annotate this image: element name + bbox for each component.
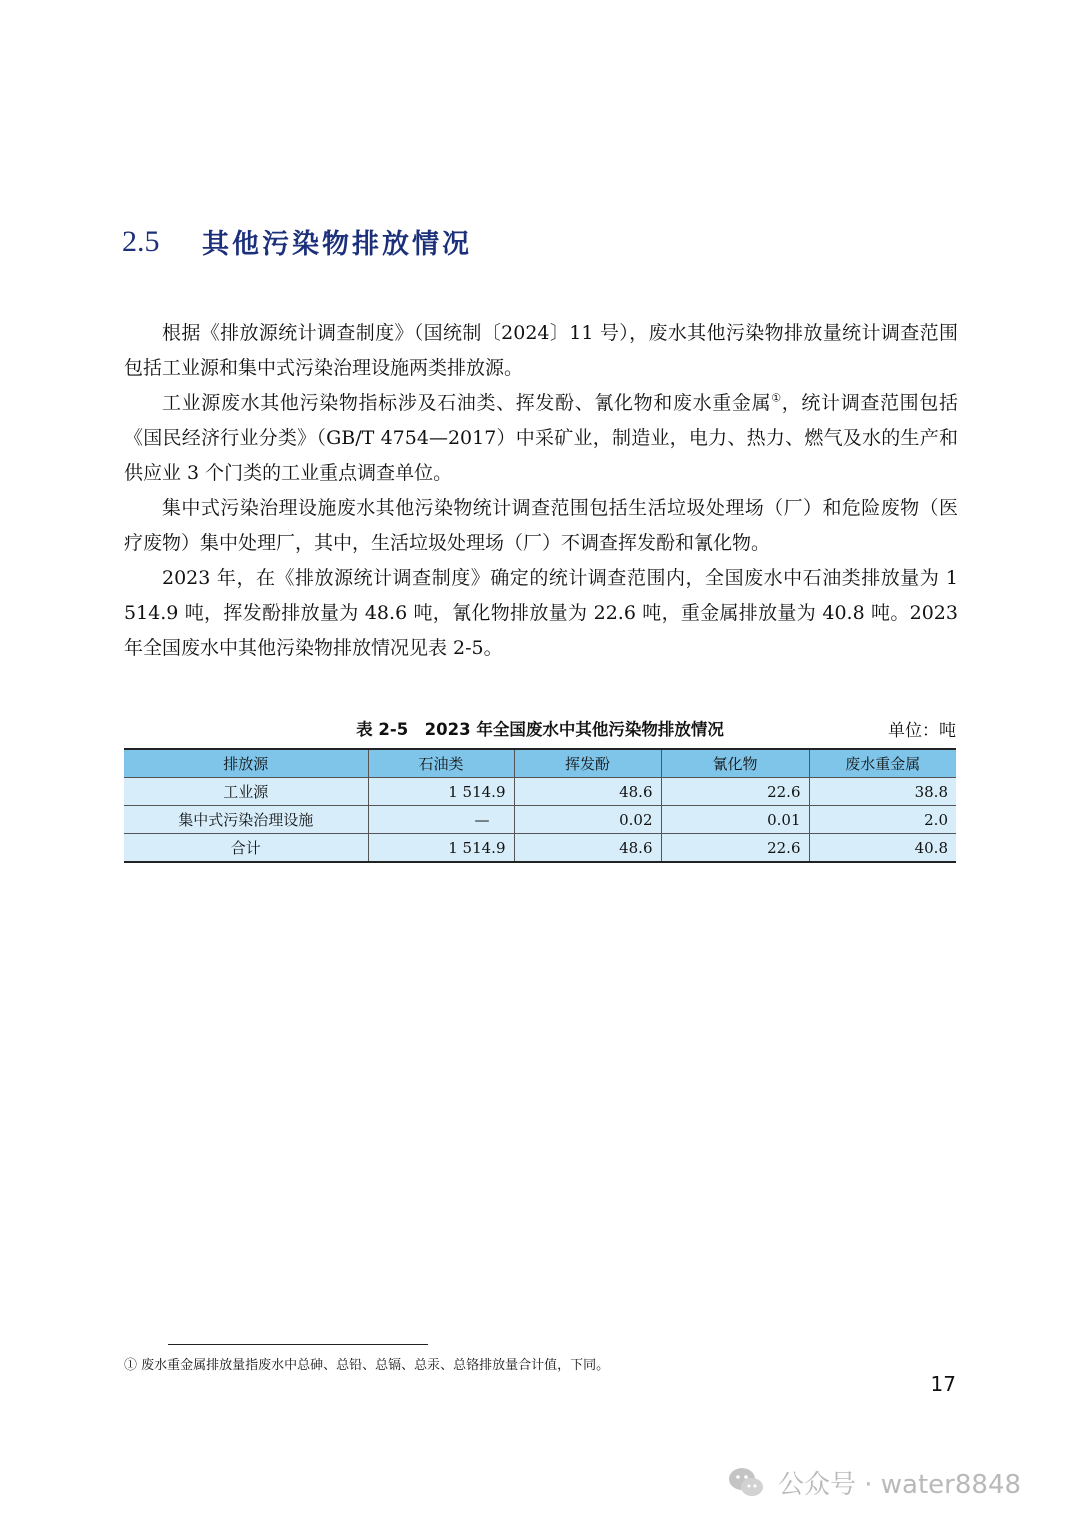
table-row — [124, 778, 956, 806]
table-cell: — — [368, 806, 514, 834]
table-cell: 48.6 — [514, 778, 661, 806]
watermark — [726, 1462, 1021, 1502]
table-cell: 1 514.9 — [368, 834, 514, 863]
table-unit: 单位：吨 — [888, 721, 956, 741]
column-header: 排放源 — [124, 749, 368, 778]
section-title: 其他污染物排放情况 — [202, 229, 472, 260]
table-cell: 工业源 — [124, 778, 368, 806]
table-cell: 22.6 — [661, 778, 809, 806]
table-title: 表 2-5 2023 年全国废水中其他污染物排放情况 — [356, 720, 724, 739]
pollutant-table — [124, 748, 956, 863]
table-cell: 合计 — [124, 834, 368, 863]
page-number: 17 — [930, 1372, 956, 1396]
paragraph — [124, 386, 958, 491]
table-cell: 0.01 — [661, 806, 809, 834]
column-header: 氰化物 — [661, 749, 809, 778]
table-cell: 0.02 — [514, 806, 661, 834]
paragraph: 2023 年，在《排放源统计调查制度》确定的统计调查范围内，全国废水中石油类排放量为 1 514.9 吨，挥发酚排放量为 48.6 吨，氰化物排放量为 22.6 吨，重金属排放量为 40.8 吨。2023 年全国废水中其他污染物排放情况见表 2-5。 — [124, 567, 958, 659]
table-cell: 38.8 — [809, 778, 956, 806]
footnote-divider — [168, 1344, 428, 1345]
column-header: 废水重金属 — [809, 749, 956, 778]
table-total-row — [124, 834, 956, 863]
watermark-text: 公众号 · water8848 — [778, 1469, 1022, 1500]
table-caption — [124, 716, 956, 744]
table-cell: 48.6 — [514, 834, 661, 863]
paragraph: 根据《排放源统计调查制度》（国统制〔2024〕11 号），废水其他污染物排放量统计调查范围包括工业源和集中式污染治理设施两类排放源。 — [124, 322, 958, 379]
footnote-ref: ① — [771, 391, 782, 405]
table-cell: 22.6 — [661, 834, 809, 863]
column-header: 石油类 — [368, 749, 514, 778]
table-cell: 40.8 — [809, 834, 956, 863]
body-text — [124, 316, 958, 666]
footnote: ① 废水重金属排放量指废水中总砷、总铅、总镉、总汞、总铬排放量合计值，下同。 — [124, 1358, 610, 1373]
paragraph-text: 工业源废水其他污染物指标涉及石油类、挥发酚、氰化物和废水重金属 — [162, 392, 772, 414]
table-cell: 集中式污染治理设施 — [124, 806, 368, 834]
wechat-icon — [726, 1462, 766, 1502]
table-header-row — [124, 749, 956, 778]
table-cell: 1 514.9 — [368, 778, 514, 806]
table-cell: 2.0 — [809, 806, 956, 834]
paragraph: 集中式污染治理设施废水其他污染物统计调查范围包括生活垃圾处理场（厂）和危险废物（医疗废物）集中处理厂，其中，生活垃圾处理场（厂）不调查挥发酚和氰化物。 — [124, 497, 958, 554]
section-number: 2.5 — [122, 224, 160, 258]
paragraph-text: ，统计调查范围包括《国民经济行业分类》（GB/T 4754—2017）中采矿业，制造业，电力、热力、燃气及水的生产和供应业 3 个门类的工业重点调查单位。 — [124, 392, 958, 484]
column-header: 挥发酚 — [514, 749, 661, 778]
section-heading — [122, 222, 472, 261]
table-row — [124, 806, 956, 834]
